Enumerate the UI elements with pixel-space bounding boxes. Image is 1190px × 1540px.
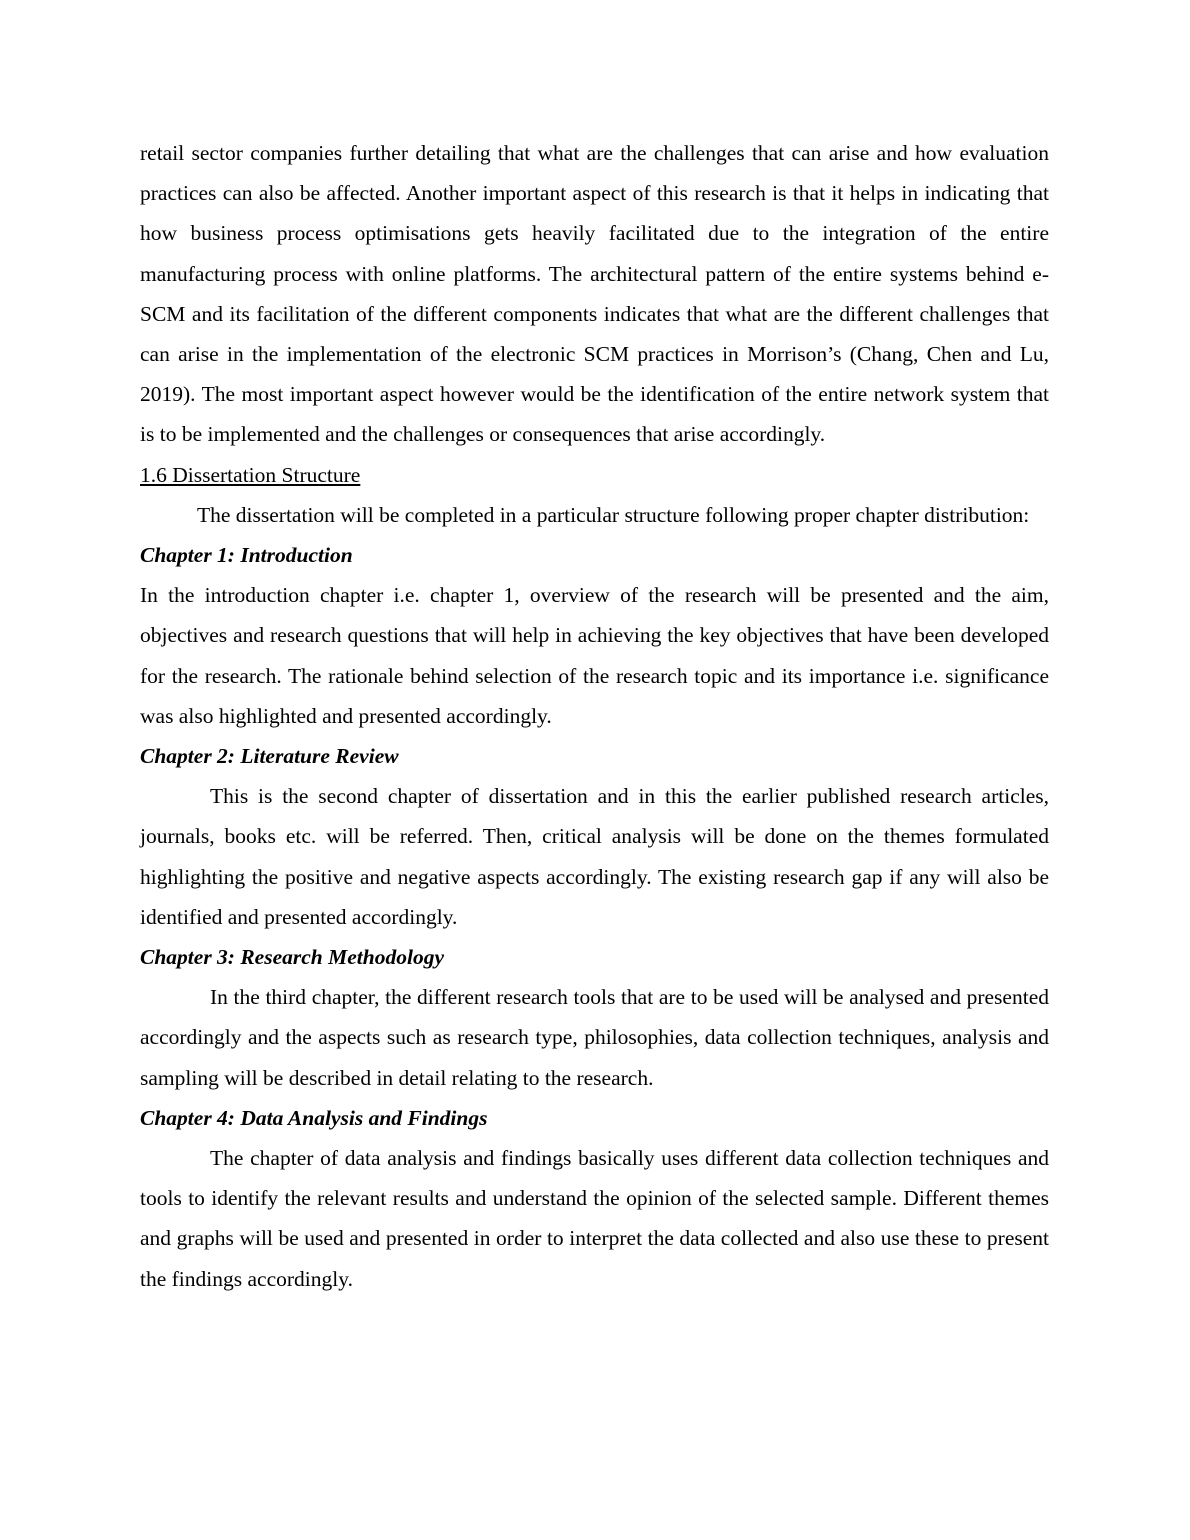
section-intro-paragraph: The dissertation will be completed in a particular structure following proper chapter distribution: [197,502,1030,527]
chapter-2-body: This is the second chapter of dissertation and in this the earlier published research articles, journals, books etc. will be referred. Then, critical analysis will be done on the themes formulated highlighting the positive and negative aspects accordingly. The existing research gap if any will also be identified and presented accordingly. [140,784,1049,929]
chapter-4-heading: Chapter 4: Data Analysis and Findings [140,1105,488,1130]
section-heading: 1.6 Dissertation Structure [140,462,361,487]
intro-paragraph: retail sector companies further detailing that what are the challenges that can arise and how evaluation practices can also be affected. Another important aspect of this research is that it helps in indicating that how business process optimisations gets heavily facilitated due to the integration of the entire manufacturing process with online platforms. The architectural pattern of the entire systems behind e- SCM and its facilitation of the different components indicates that what are the different challenges that can arise in the implementation of the electronic SCM practices in Morrison’s (Chang, Chen and Lu, 2019). The most important aspect however would be the identification of the entire network system that is to be implemented and the challenges or consequences that arise accordingly. [140,141,1049,447]
chapter-1-body: In the introduction chapter i.e. chapter 1, overview of the research will be presented and the aim, objectives and research questions that will help in achieving the key objectives that have been developed for the research. The rationale behind selection of the research topic and its importance i.e. significance was also highlighted and presented accordingly. [140,583,1049,728]
chapter-1-heading: Chapter 1: Introduction [140,543,353,568]
chapter-3-heading: Chapter 3: Research Methodology [140,945,444,970]
document-page [140,133,1049,1299]
chapter-4-body: The chapter of data analysis and findings basically uses different data collection techniques and tools to identify the relevant results and understand the opinion of the selected sample. Different themes and graphs will be used and presented in order to interpret the data collected and also use these to present the findings accordingly. [140,1146,1049,1291]
chapter-3-body: In the third chapter, the different research tools that are to be used will be analysed and presented accordingly and the aspects such as research type, philosophies, data collection techniques, analysis and sampling will be described in detail relating to the research. [140,985,1049,1090]
chapter-2-heading: Chapter 2: Literature Review [140,744,399,769]
